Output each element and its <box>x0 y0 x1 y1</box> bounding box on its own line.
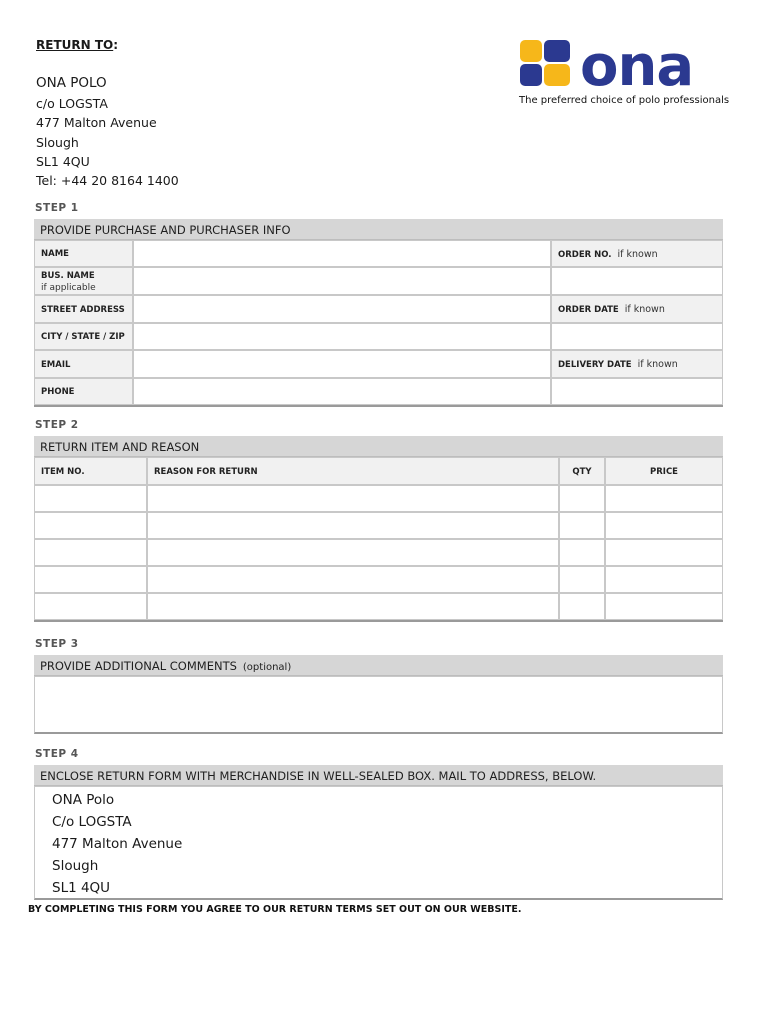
return-to-heading <box>36 38 118 52</box>
item-no-cell[interactable] <box>34 539 147 566</box>
col-qty: QTY <box>559 457 605 485</box>
step3-bar-label: PROVIDE ADDITIONAL COMMENTS <box>40 659 237 673</box>
item-no-cell[interactable] <box>34 485 147 512</box>
col-price: PRICE <box>605 457 723 485</box>
delivery-date-field[interactable] <box>551 378 723 405</box>
reason-cell[interactable] <box>147 539 559 566</box>
step1-title: STEP 1 <box>35 202 79 214</box>
mail-address-line: 477 Malton Avenue <box>52 836 183 852</box>
item-no-cell[interactable] <box>34 593 147 620</box>
street-address-label: STREET ADDRESS <box>34 295 133 323</box>
logo-square-blue <box>520 64 542 86</box>
bus-name-sub: if applicable <box>41 283 96 293</box>
return-to-label: RETURN TO <box>36 38 114 52</box>
price-cell[interactable] <box>605 566 723 593</box>
name-field[interactable] <box>133 240 551 267</box>
return-address <box>36 74 179 190</box>
qty-cell[interactable] <box>559 539 605 566</box>
qty-cell[interactable] <box>559 593 605 620</box>
step1-header-bar: PROVIDE PURCHASE AND PURCHASER INFO <box>34 219 723 240</box>
mail-address-line: C/o LOGSTA <box>52 814 132 830</box>
item-no-cell[interactable] <box>34 512 147 539</box>
address-line: 477 Malton Avenue <box>36 115 157 131</box>
mail-address-line: Slough <box>52 858 99 874</box>
step2-header-bar: RETURN ITEM AND REASON <box>34 436 723 457</box>
comments-field[interactable] <box>34 676 723 734</box>
qty-cell[interactable] <box>559 566 605 593</box>
terms-notice: BY COMPLETING THIS FORM YOU AGREE TO OUR RETURN TERMS SET OUT ON OUR WEBSITE. <box>28 904 522 915</box>
price-cell[interactable] <box>605 539 723 566</box>
street-address-field[interactable] <box>133 295 551 323</box>
email-field[interactable] <box>133 350 551 378</box>
city-state-zip-label: CITY / STATE / ZIP <box>34 323 133 350</box>
logo-square-yellow <box>520 40 542 62</box>
mail-address-line: ONA Polo <box>52 792 115 808</box>
logo-square-blue <box>544 40 570 62</box>
city-state-zip-field[interactable] <box>133 323 551 350</box>
phone-field[interactable] <box>133 378 551 405</box>
mail-address <box>52 789 182 899</box>
price-cell[interactable] <box>605 593 723 620</box>
price-cell[interactable] <box>605 512 723 539</box>
qty-cell[interactable] <box>559 512 605 539</box>
bus-name-label: BUS. NAME if applicable <box>34 267 133 295</box>
order-date-field[interactable] <box>551 323 723 350</box>
logo-wordmark: ona <box>580 38 694 99</box>
email-label: EMAIL <box>34 350 133 378</box>
reason-cell[interactable] <box>147 512 559 539</box>
price-cell[interactable] <box>605 485 723 512</box>
address-line: c/o LOGSTA <box>36 96 108 112</box>
item-no-cell[interactable] <box>34 566 147 593</box>
address-line: Slough <box>36 134 79 150</box>
step3-title: STEP 3 <box>35 638 79 650</box>
reason-cell[interactable] <box>147 593 559 620</box>
step2-title: STEP 2 <box>35 419 79 431</box>
step4-title: STEP 4 <box>35 748 79 760</box>
step3-header-bar <box>34 655 723 676</box>
return-items-table <box>34 457 723 622</box>
qty-cell[interactable] <box>559 485 605 512</box>
order-no-field[interactable] <box>551 267 723 295</box>
purchaser-info-grid <box>34 240 723 407</box>
delivery-date-label: DELIVERY DATE if known <box>551 350 723 378</box>
order-date-label: ORDER DATE if known <box>551 295 723 323</box>
step4-header-bar: ENCLOSE RETURN FORM WITH MERCHANDISE IN WELL-SEALED BOX. MAIL TO ADDRESS, BELOW. <box>34 765 723 786</box>
address-line: ONA POLO <box>36 75 107 91</box>
col-item-no: ITEM NO. <box>34 457 147 485</box>
mail-address-line: SL1 4QU <box>52 880 111 896</box>
logo-tagline: The preferred choice of polo professionals <box>519 95 730 106</box>
step3-optional-note: (optional) <box>242 662 292 673</box>
address-line: SL1 4QU <box>36 153 90 169</box>
address-line: Tel: +44 20 8164 1400 <box>36 173 179 189</box>
phone-label: PHONE <box>34 378 133 405</box>
order-no-label: ORDER NO. if known <box>551 240 723 267</box>
col-reason: REASON FOR RETURN <box>147 457 559 485</box>
reason-cell[interactable] <box>147 566 559 593</box>
bus-name-field[interactable] <box>133 267 551 295</box>
logo-square-yellow <box>544 64 570 86</box>
reason-cell[interactable] <box>147 485 559 512</box>
return-to-colon: : <box>113 38 119 52</box>
name-label: NAME <box>34 240 133 267</box>
